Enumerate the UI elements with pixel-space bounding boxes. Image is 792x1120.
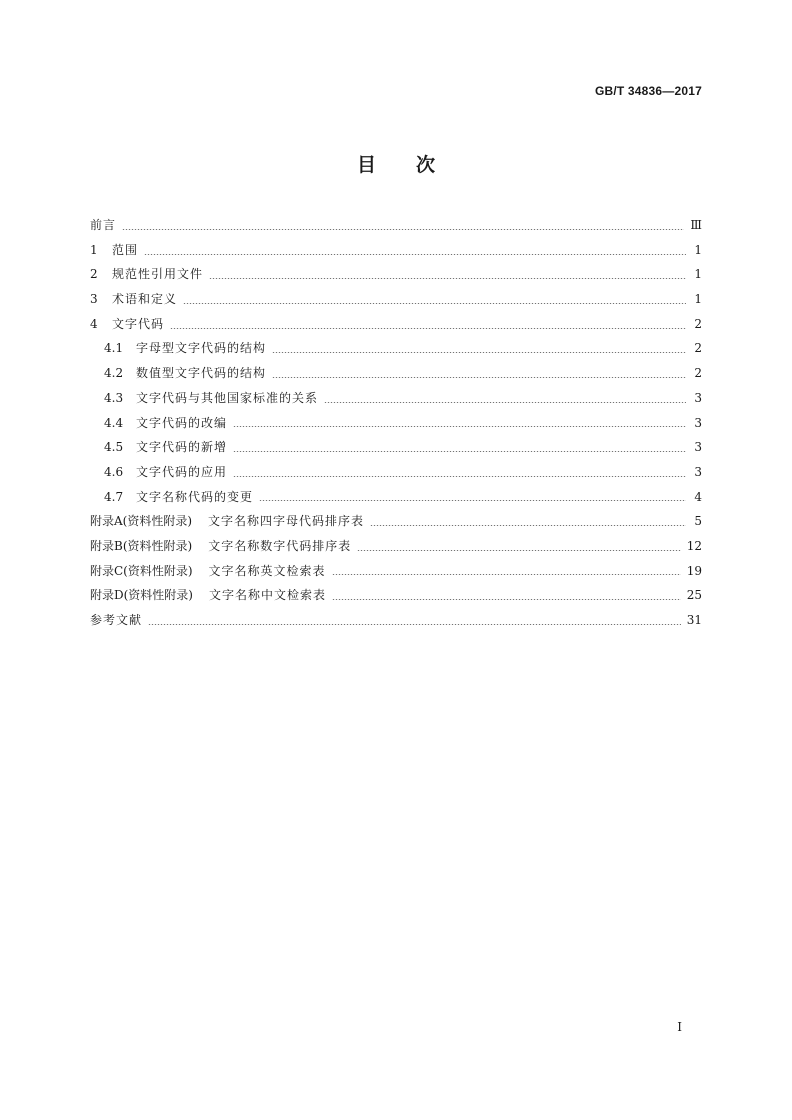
toc-dot-leader [233,451,686,452]
toc-entry-number: 4 [90,316,98,331]
toc-entry-number: 3 [90,292,98,307]
toc-dot-leader [148,624,681,625]
toc-entry-number: 附录C(资料性附录) [90,563,193,578]
toc-entry-number: 4.4 [104,415,124,430]
toc-entry-title: 规范性引用文件 [112,267,204,282]
toc-entry-page: 25 [686,588,702,603]
toc-dot-leader [259,500,686,501]
toc-entry[interactable] [90,216,702,241]
toc-entry-title: 范围 [112,242,139,257]
toc-dot-leader [332,599,681,600]
toc-entry[interactable] [90,389,702,414]
toc-entry-title: 术语和定义 [112,292,178,307]
toc-dot-leader [170,328,686,329]
toc-entry-title: 文字名称四字母代码排序表 [208,514,365,529]
toc-entry-title: 参考文献 [90,613,143,627]
toc-entry-page: 31 [686,613,702,627]
toc-entry-title: 文字代码 [112,316,165,331]
toc-dot-leader [122,229,684,230]
toc-entry[interactable] [90,315,702,340]
toc-entry-title: 文字名称中文检索表 [209,588,327,603]
toc-entry[interactable] [90,364,702,389]
toc-entry-number: 2 [90,267,98,282]
toc-dot-leader [357,550,681,551]
toc-entry-title: 前言 [90,218,117,232]
toc-entry-page: 3 [694,415,702,430]
toc-entry-number: 4.2 [104,366,124,381]
toc-entry[interactable] [90,241,702,266]
toc-entry-page: 1 [694,267,702,282]
toc-entry[interactable] [90,290,702,315]
toc-entry[interactable] [90,512,702,537]
toc-dot-leader [183,303,686,304]
toc-entry[interactable] [90,463,702,488]
toc-entry[interactable] [90,414,702,439]
toc-entry-page: 1 [694,292,702,307]
toc-entry-title: 文字代码的改编 [136,415,228,430]
page-folio: I [677,1020,682,1034]
toc-entry-number: 4.7 [104,489,124,504]
toc-entry-page: 1 [694,242,702,257]
toc-entry-page: 2 [694,366,702,381]
toc-dot-leader [233,426,686,427]
toc-entry-page: 3 [694,390,702,405]
toc-entry-title: 文字名称数字代码排序表 [208,538,352,553]
toc-entry-page: 19 [686,563,702,578]
toc-entry-title: 文字名称英文检索表 [208,563,326,578]
toc-entry-title: 文字名称代码的变更 [136,489,254,504]
toc-entry[interactable] [90,537,702,562]
toc-entry-number: 附录D(资料性附录) [90,588,193,603]
toc-entry-number: 4.6 [104,464,124,479]
toc-entry-page: 2 [694,341,702,356]
toc-entry-page: 3 [694,440,702,455]
toc-entry[interactable] [90,265,702,290]
toc-entry-page: 5 [694,514,702,529]
toc-entry-title: 文字代码的新增 [136,440,228,455]
toc-entry-number: 1 [90,242,98,257]
toc-entry[interactable] [90,339,702,364]
toc-dot-leader [144,254,686,255]
toc-dot-leader [332,574,681,575]
toc-entry-title: 文字代码与其他国家标准的关系 [136,390,319,405]
toc-entry[interactable] [90,562,702,587]
toc-dot-leader [209,278,686,279]
toc-entry[interactable] [90,488,702,513]
toc-entry-page: 4 [694,489,702,504]
toc-dot-leader [324,402,686,403]
toc-entry-page: Ⅲ [690,218,702,232]
toc-entry-title: 字母型文字代码的结构 [136,341,267,356]
toc-entry[interactable] [90,438,702,463]
toc-entry-number: 附录A(资料性附录) [90,514,193,529]
toc-entry-number: 附录B(资料性附录) [90,538,193,553]
toc-entry-page: 2 [694,316,702,331]
toc-dot-leader [370,525,686,526]
toc-entry[interactable] [90,586,702,611]
toc-entry[interactable] [90,611,702,636]
toc-entry-number: 4.5 [104,440,124,455]
toc-entry-title: 文字代码的应用 [136,464,228,479]
toc-entry-page: 3 [694,464,702,479]
toc-entry-page: 12 [686,538,702,553]
toc-entry-number: 4.3 [104,390,124,405]
toc-dot-leader [272,377,686,378]
table-of-contents [90,216,702,636]
toc-entry-number: 4.1 [104,341,124,356]
toc-dot-leader [272,352,686,353]
toc-dot-leader [233,476,686,477]
standard-code: GB/T 34836—2017 [594,84,702,98]
toc-entry-title: 数值型文字代码的结构 [136,366,267,381]
page-title: 目次 [356,154,475,176]
